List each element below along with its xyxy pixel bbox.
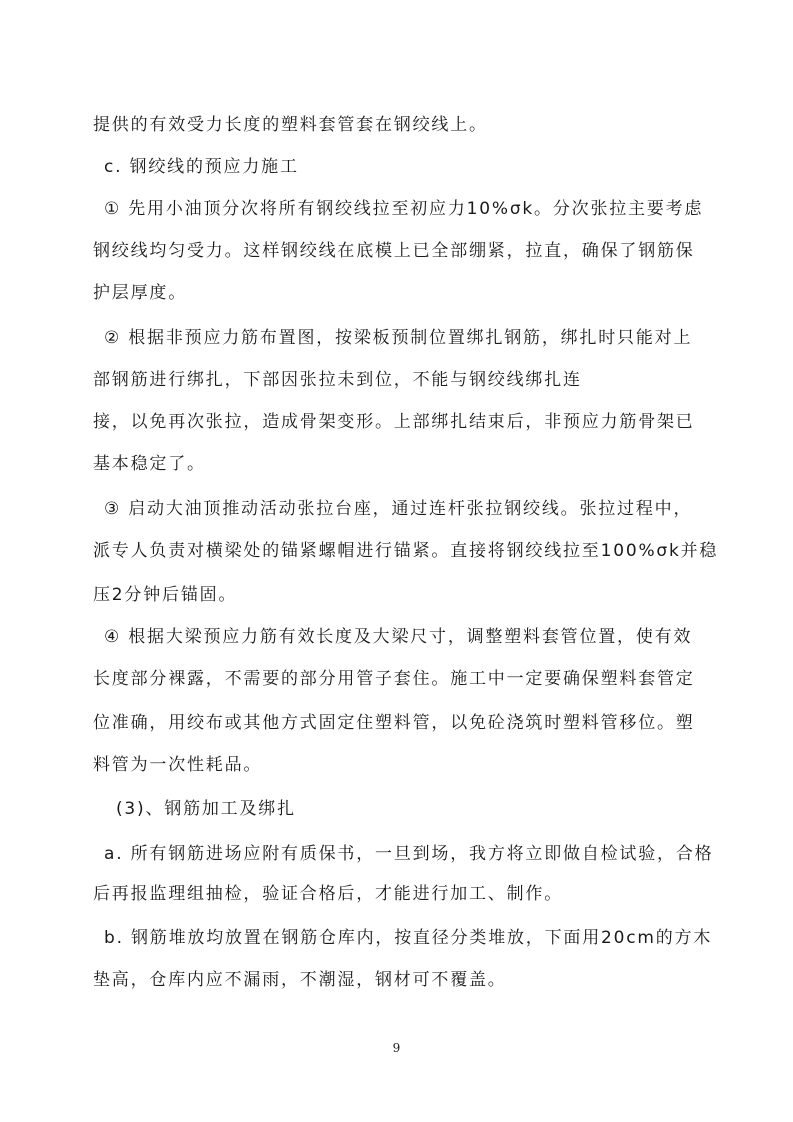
body-line: 基本稳定了。 — [93, 454, 206, 474]
body-line: a. 所有钢筋进场应附有质保书，一旦到场，我方将立即做自检试验，合格 — [104, 844, 714, 864]
body-line: 钢绞线均匀受力。这样钢绞线在底模上已全部绷紧，拉直，确保了钢筋保 — [93, 241, 695, 261]
body-line: ④ 根据大梁预应力筋有效长度及大梁尺寸，调整塑料套管位置，使有效 — [104, 627, 693, 647]
page-number: 9 — [392, 1041, 401, 1055]
body-line: ③ 启动大油顶推动活动张拉台座，通过连杆张拉钢绞线。张拉过程中， — [104, 499, 693, 519]
body-line: 接，以免再次张拉，造成骨架变形。上部绑扎结束后，非预应力筋骨架已 — [93, 412, 695, 432]
body-line: ② 根据非预应力筋布置图，按梁板预制位置绑扎钢筋，绑扎时只能对上 — [104, 328, 693, 348]
body-line: 压2分钟后锚固。 — [93, 585, 238, 605]
body-line: ① 先用小油顶分次将所有钢绞线拉至初应力10%σk。分次张拉主要考虑 — [104, 199, 704, 219]
body-line: 护层厚度。 — [93, 283, 187, 303]
body-line: 后再报监理组抽检，验证合格后，才能进行加工、制作。 — [93, 884, 563, 904]
section-heading: (3)、钢筋加工及绑扎 — [116, 799, 296, 819]
body-line: 派专人负责对横梁处的锚紧螺帽进行锚紧。直接将钢绞线拉至100%σk并稳 — [93, 541, 719, 561]
body-line: 部钢筋进行绑扎，下部因张拉未到位，不能与钢绞线绑扎连 — [93, 370, 582, 390]
section-heading: c. 钢绞线的预应力施工 — [104, 157, 299, 177]
body-line: 垫高，仓库内应不漏雨，不潮湿，钢材可不覆盖。 — [93, 970, 507, 990]
body-line: 长度部分裸露，不需要的部分用管子套住。施工中一定要确保塑料套管定 — [93, 669, 695, 689]
body-line: 位准确，用绞布或其他方式固定住塑料管，以免砼浇筑时塑料管移位。塑 — [93, 713, 695, 733]
body-line: 料管为一次性耗品。 — [93, 755, 263, 775]
body-line: 提供的有效受力长度的塑料套管套在钢绞线上。 — [93, 115, 488, 135]
body-line: b. 钢筋堆放均放置在钢筋仓库内，按直径分类堆放，下面用20cm的方木 — [104, 928, 713, 948]
